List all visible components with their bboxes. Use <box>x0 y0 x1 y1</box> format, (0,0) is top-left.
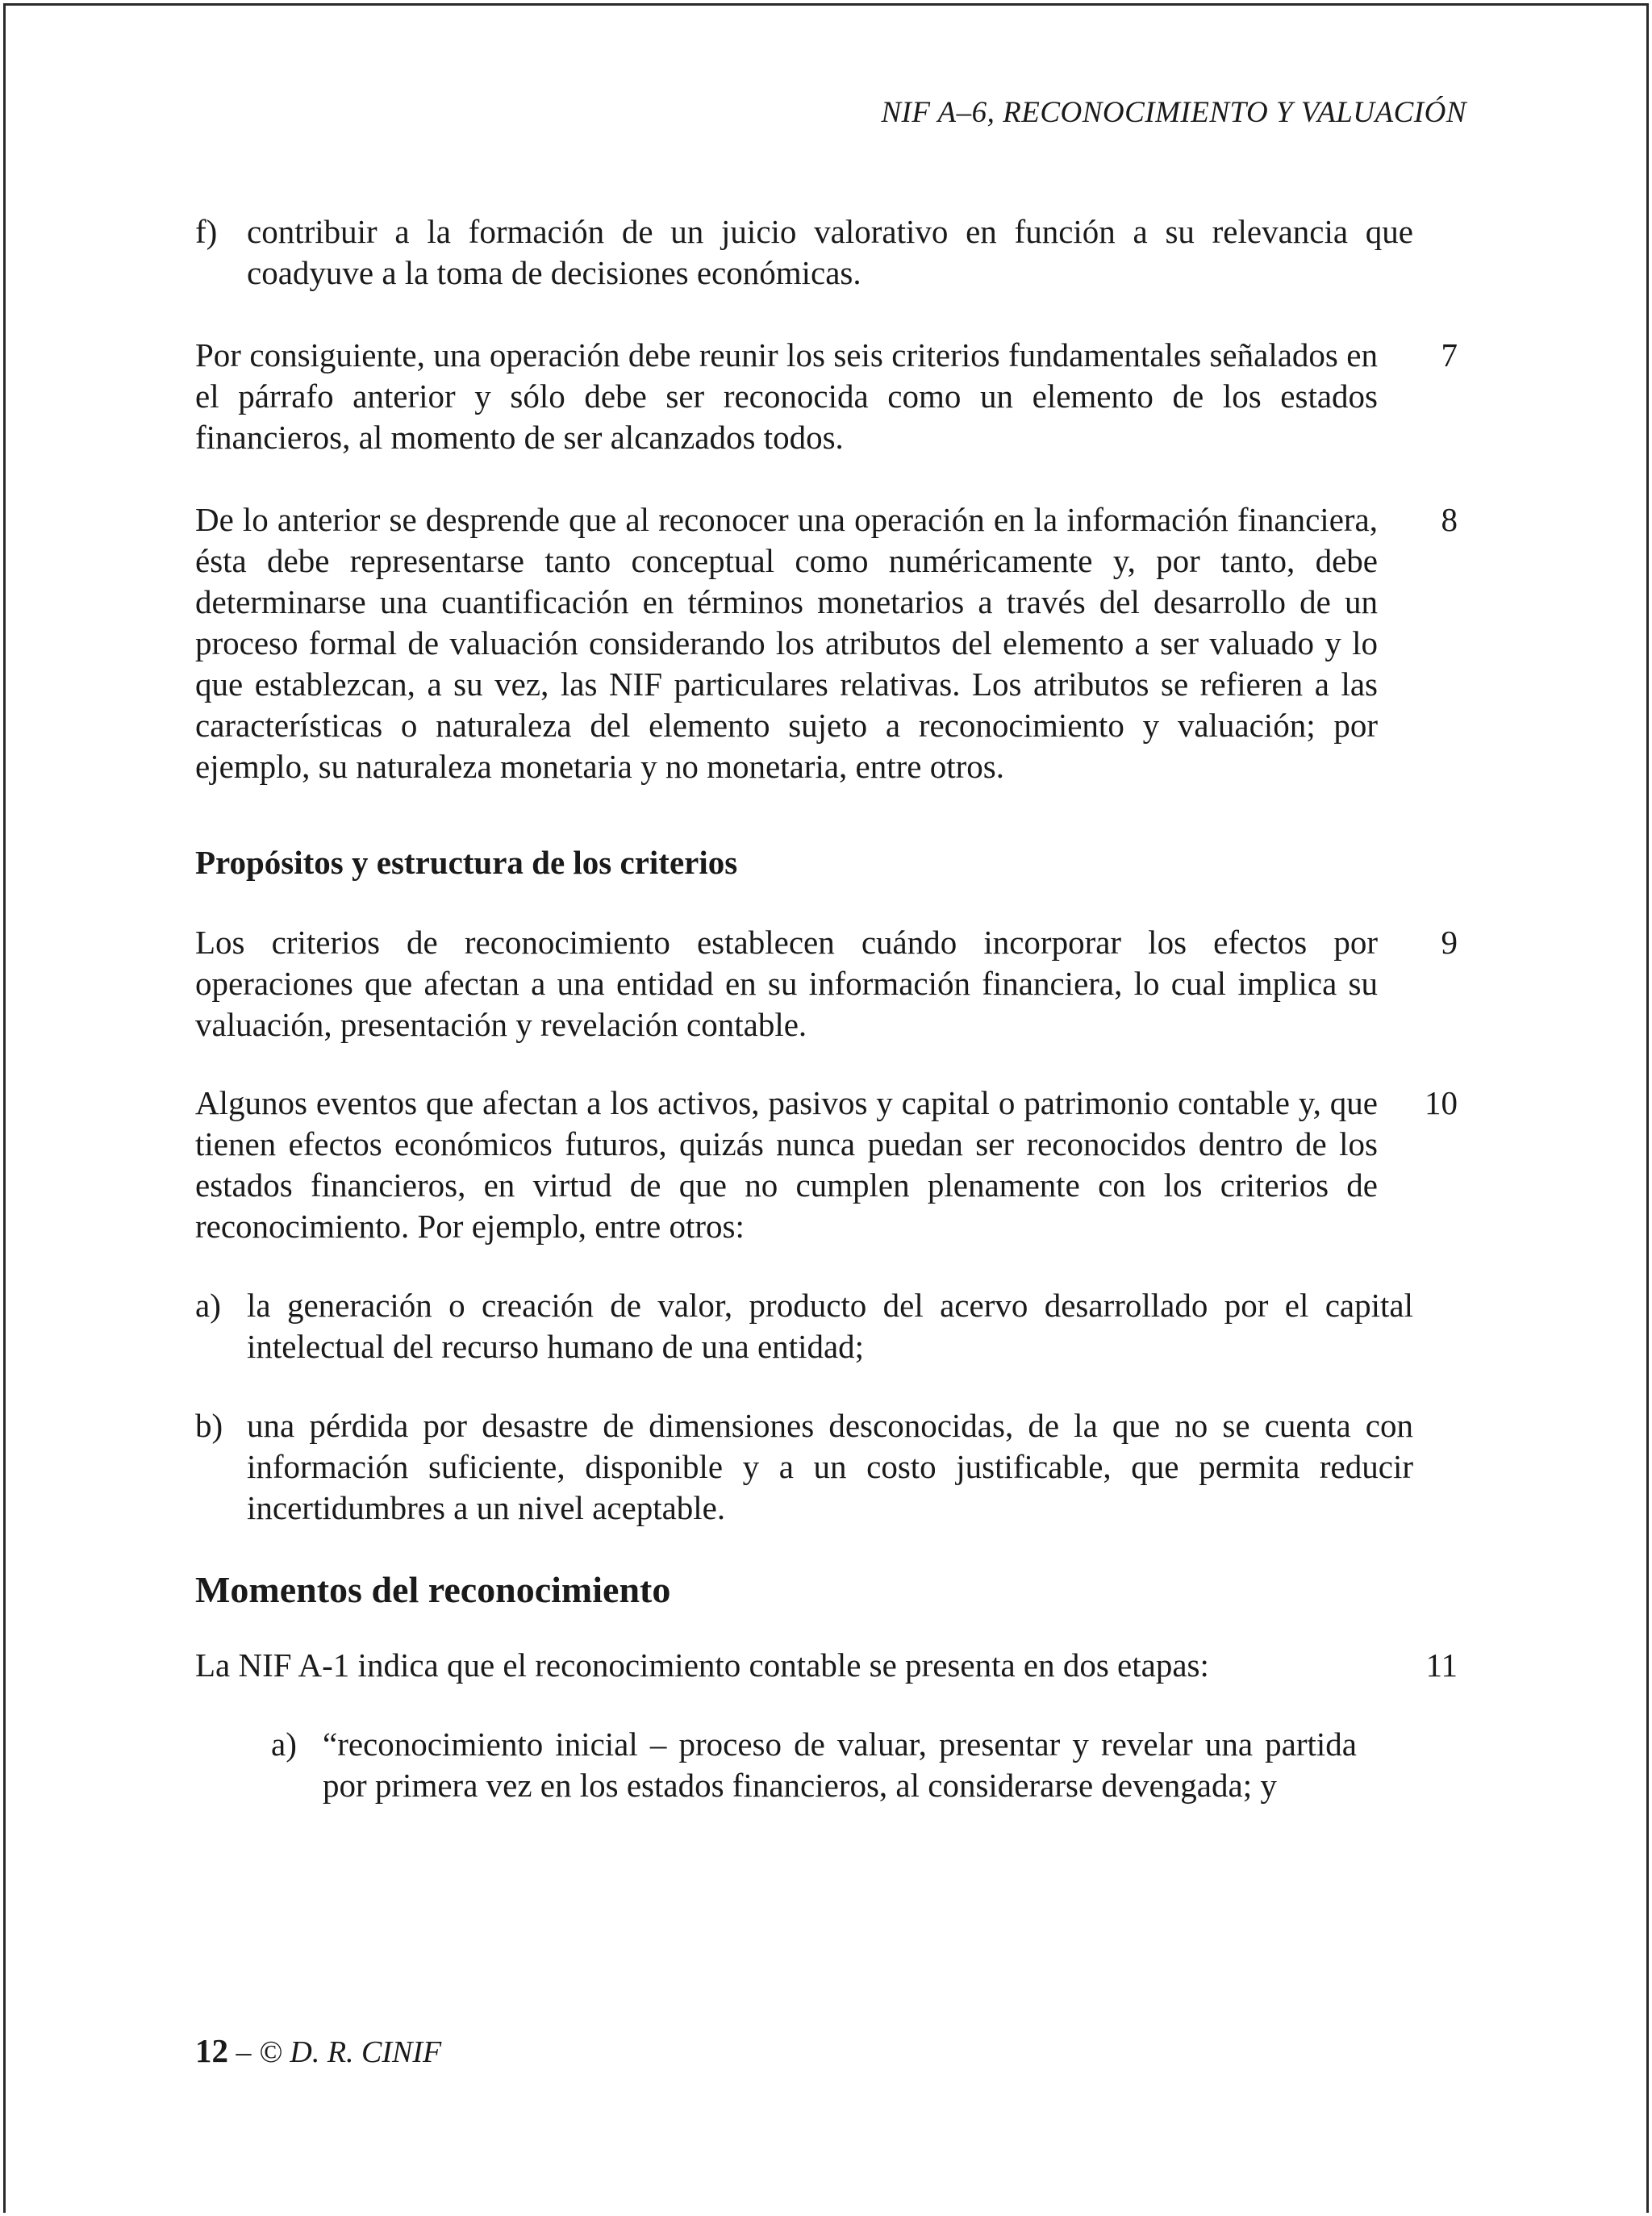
paragraph-7 <box>195 335 1458 458</box>
paragraph-8 <box>195 499 1458 787</box>
running-header: NIF A–6, RECONOCIMIENTO Y VALUACIÓN <box>881 96 1466 129</box>
quoted-list-item-a <box>271 1724 1357 1806</box>
list-item-text: una pérdida por desastre de dimensiones desconocidas, de la que no se cuenta con información suficiente, disponible y a un costo justificable, que permita reducir incertidumbres a un nivel aceptable. <box>247 1407 1413 1526</box>
paragraph-9 <box>195 922 1458 1045</box>
copyright: © D. R. CINIF <box>259 2035 442 2069</box>
paragraph-text: La NIF A-1 indica que el reconocimiento contable se presenta en dos etapas: <box>195 1646 1209 1684</box>
list-marker: a) <box>271 1726 297 1763</box>
paragraph-number: 7 <box>1441 336 1458 374</box>
paragraph-number: 11 <box>1425 1646 1458 1684</box>
subsection-heading: Propósitos y estructura de los criterios <box>195 844 738 881</box>
list-marker: b) <box>195 1407 223 1444</box>
paragraph-text: Los criterios de reconocimiento establecen cuándo incorporar los efectos por operaciones que afectan a una entidad en su información financiera, lo cual implica su valuación, presentación y revelación contable. <box>195 924 1378 1043</box>
paragraph-number: 9 <box>1441 924 1458 961</box>
paragraph-10 <box>195 1083 1458 1247</box>
paragraph-text: Algunos eventos que afectan a los activos, pasivos y capital o patrimonio contable y, que tienen efectos económicos futuros, quizás nunca puedan ser reconocidos dentro de los estados financieros, en virtud de que no cumplen plenamente con los criterios de reconocimiento. Por ejemplo, entre otros: <box>195 1084 1378 1245</box>
paragraph-text: De lo anterior se desprende que al reconocer una operación en la información financiera, ésta debe representarse tanto conceptual como numéricamente y, por tanto, debe determinarse una cuantificación en términos monetarios a través del desarrollo de un proceso formal de valuación considerando los atributos del elemento a ser valuado y lo que establezcan, a su vez, las NIF particulares relativas. Los atributos se refieren a las características o naturaleza del elemento sujeto a reconocimiento y valuación; por ejemplo, su naturaleza monetaria y no monetaria, entre otros. <box>195 501 1378 785</box>
list-marker: a) <box>195 1287 221 1324</box>
list-item-text: la generación o creación de valor, producto del acervo desarrollado por el capital intelectual del recurso humano de una entidad; <box>247 1287 1413 1365</box>
section-heading: Momentos del reconocimiento <box>195 1569 671 1610</box>
page-body <box>195 211 1458 1806</box>
page-footer <box>195 2031 441 2070</box>
list-item-a <box>195 1285 1413 1367</box>
footer-separator: – <box>236 2035 252 2069</box>
paragraph-number: 10 <box>1425 1084 1458 1121</box>
page-number: 12 <box>195 2032 228 2069</box>
list-item-b <box>195 1405 1413 1529</box>
paragraph-number: 8 <box>1441 501 1458 538</box>
list-item-text: “reconocimiento inicial – proceso de valuar, presentar y revelar una partida por primera vez en los estados financieros, al considerarse devengada; y <box>323 1726 1357 1804</box>
list-marker: f) <box>195 213 218 250</box>
list-item-text: contribuir a la formación de un juicio valorativo en función a su relevancia que coadyuve a la toma de decisiones económicas. <box>247 213 1413 291</box>
paragraph-11 <box>195 1645 1458 1686</box>
paragraph-text: Por consiguiente, una operación debe reunir los seis criterios fundamentales señalados en el párrafo anterior y sólo debe ser reconocida como un elemento de los estados financieros, al momento de ser alcanzados todos. <box>195 336 1378 456</box>
list-item-f <box>195 211 1413 294</box>
